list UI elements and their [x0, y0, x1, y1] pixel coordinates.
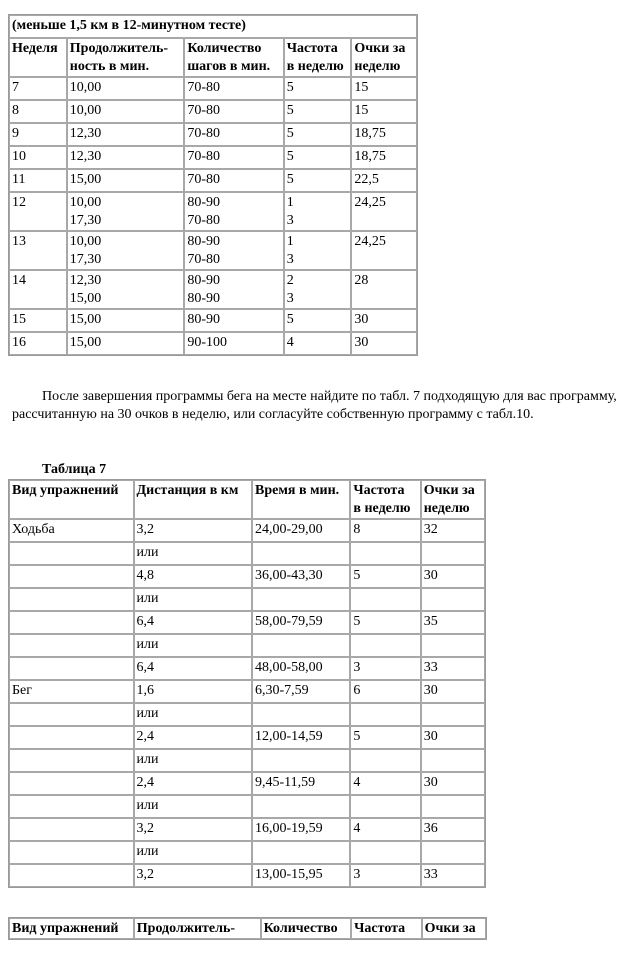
- table-row: [9, 657, 485, 680]
- table-cell: 6: [350, 680, 420, 703]
- table-cell: 4: [350, 772, 420, 795]
- table-cell: 80-90 70-80: [184, 192, 283, 231]
- table-cell: 30: [421, 565, 485, 588]
- table-cell: 3,2: [134, 519, 252, 542]
- table-cell: 90-100: [184, 332, 283, 355]
- table-caption: (меньше 1,5 км в 12-минутном тесте): [9, 15, 417, 38]
- table-cell: 10,00: [67, 77, 185, 100]
- table-cell: 2,4: [134, 726, 252, 749]
- table-cell: 2 3: [284, 270, 352, 309]
- table-row: [9, 795, 485, 818]
- table-cell: 15,00: [67, 169, 185, 192]
- column-header-frequency: Частота в неделю: [350, 480, 420, 519]
- table-cell: 22,5: [351, 169, 417, 192]
- table-row: [9, 169, 417, 192]
- table-row: [9, 542, 485, 565]
- table-cell: 18,75: [351, 146, 417, 169]
- exercise-options-table: [8, 479, 486, 888]
- table-cell: 10,00 17,30: [67, 192, 185, 231]
- table-row: [9, 588, 485, 611]
- table-cell: 5: [284, 309, 352, 332]
- table-header-row: [9, 38, 417, 77]
- table-cell: 5: [284, 169, 352, 192]
- table-cell: 30: [351, 332, 417, 355]
- table-row: [9, 703, 485, 726]
- table-cell: 5: [350, 611, 420, 634]
- table-7-title: Таблица 7: [42, 462, 107, 477]
- table-cell: 10: [9, 146, 67, 169]
- column-header-steps: Количество шагов в мин.: [184, 38, 283, 77]
- table-cell: 9,45-11,59: [252, 772, 350, 795]
- table-row: [9, 634, 485, 657]
- table-cell: 70-80: [184, 146, 283, 169]
- table-row: [9, 192, 417, 231]
- table-cell: 70-80: [184, 123, 283, 146]
- table-cell: [9, 772, 134, 795]
- table-cell: 30: [421, 726, 485, 749]
- table-cell: 36: [421, 818, 485, 841]
- table-cell: 14: [9, 270, 67, 309]
- table-cell: 15: [351, 100, 417, 123]
- table-cell: 30: [351, 309, 417, 332]
- table-cell: 32: [421, 519, 485, 542]
- table-cell: 24,25: [351, 192, 417, 231]
- table-cell: 80-90: [184, 309, 283, 332]
- table-cell: 80-90 80-90: [184, 270, 283, 309]
- table-cell: 9: [9, 123, 67, 146]
- table-cell: [252, 841, 350, 864]
- table-cell: 12: [9, 192, 67, 231]
- table-cell: или: [134, 795, 252, 818]
- table-header-row: [9, 480, 485, 519]
- table-cell: 70-80: [184, 100, 283, 123]
- table-cell: 15: [351, 77, 417, 100]
- table-row: [9, 680, 485, 703]
- table-cell: 4,8: [134, 565, 252, 588]
- table-cell: [350, 703, 420, 726]
- table-cell: 15,00: [67, 332, 185, 355]
- table-cell: 8: [350, 519, 420, 542]
- table-cell: 18,75: [351, 123, 417, 146]
- table-cell: Бег: [9, 680, 134, 703]
- table-cell: 12,00-14,59: [252, 726, 350, 749]
- table-cell: 12,30: [67, 146, 185, 169]
- column-header-duration: Продолжитель-: [134, 918, 261, 939]
- table-cell: 5: [350, 726, 420, 749]
- table-cell: 13,00-15,95: [252, 864, 350, 887]
- column-header-frequency: Частота в неделю: [284, 38, 352, 77]
- table-cell: 5: [284, 123, 352, 146]
- table-cell: 13: [9, 231, 67, 270]
- table-header-row: [9, 918, 486, 939]
- table-cell: 16: [9, 332, 67, 355]
- table-cell: 35: [421, 611, 485, 634]
- column-header-points: Очки за неделю: [351, 38, 417, 77]
- table-cell: 24,25: [351, 231, 417, 270]
- table-cell: [9, 795, 134, 818]
- table-cell: [421, 795, 485, 818]
- table-row: [9, 519, 485, 542]
- table-cell: 16,00-19,59: [252, 818, 350, 841]
- column-header-week: Неделя: [9, 38, 67, 77]
- table-row: [9, 270, 417, 309]
- table-cell: [421, 841, 485, 864]
- table-cell: [9, 864, 134, 887]
- table-cell: 48,00-58,00: [252, 657, 350, 680]
- table-cell: [350, 634, 420, 657]
- table-cell: [252, 634, 350, 657]
- table-cell: [350, 749, 420, 772]
- table-row: [9, 123, 417, 146]
- table-cell: 12,30: [67, 123, 185, 146]
- table-cell: 70-80: [184, 169, 283, 192]
- table-cell: 4: [350, 818, 420, 841]
- table-cell: 80-90 70-80: [184, 231, 283, 270]
- table-cell: или: [134, 588, 252, 611]
- table-cell: 6,4: [134, 657, 252, 680]
- table-cell: [9, 634, 134, 657]
- table-cell: 3,2: [134, 864, 252, 887]
- table-row: [9, 726, 485, 749]
- table-cell: или: [134, 634, 252, 657]
- table-body: [9, 77, 417, 355]
- instruction-paragraph: После завершения программы бега на месте найдите по табл. 7 подходящую для вас программу, рассчитанную на 30 очков в неделю, или согласуйте собственную программу с табл.10.: [12, 389, 617, 422]
- table-row: [9, 818, 485, 841]
- table-row: [9, 841, 485, 864]
- table-cell: 3,2: [134, 818, 252, 841]
- table-cell: 2,4: [134, 772, 252, 795]
- table-cell: 6,30-7,59: [252, 680, 350, 703]
- table-cell: [350, 841, 420, 864]
- table-cell: [350, 542, 420, 565]
- column-header-duration: Продолжитель- ность в мин.: [67, 38, 185, 77]
- table-row: [9, 749, 485, 772]
- table-cell: 5: [284, 100, 352, 123]
- table-cell: [9, 818, 134, 841]
- table-row: [9, 772, 485, 795]
- table-row: [9, 309, 417, 332]
- table-row: [9, 231, 417, 270]
- table-cell: 10,00: [67, 100, 185, 123]
- weekly-program-table: [8, 14, 418, 356]
- table-cell: 3: [350, 657, 420, 680]
- table-cell: 1 3: [284, 231, 352, 270]
- table-cell: [421, 634, 485, 657]
- table-row: [9, 100, 417, 123]
- table-cell: [9, 841, 134, 864]
- table-cell: [421, 542, 485, 565]
- column-header-points: Очки за: [422, 918, 486, 939]
- table-row: [9, 611, 485, 634]
- table-cell: 1 3: [284, 192, 352, 231]
- table-row: [9, 332, 417, 355]
- table-row: [9, 864, 485, 887]
- table-cell: или: [134, 749, 252, 772]
- table-body: [9, 519, 485, 887]
- table-cell: [421, 703, 485, 726]
- table-cell: [9, 588, 134, 611]
- table-cell: 15,00: [67, 309, 185, 332]
- table-cell: [252, 795, 350, 818]
- table-cell: [9, 726, 134, 749]
- table-cell: 36,00-43,30: [252, 565, 350, 588]
- table-caption-row: [9, 15, 417, 38]
- table-cell: 30: [421, 772, 485, 795]
- table-cell: 6,4: [134, 611, 252, 634]
- table-cell: 8: [9, 100, 67, 123]
- table-cell: [252, 588, 350, 611]
- table-cell: 70-80: [184, 77, 283, 100]
- table-cell: [350, 795, 420, 818]
- column-header-time: Время в мин.: [252, 480, 350, 519]
- column-header-frequency: Частота: [351, 918, 421, 939]
- table-cell: [9, 565, 134, 588]
- table-cell: [252, 542, 350, 565]
- column-header-exercise: Вид упражнений: [9, 480, 134, 519]
- table-cell: [9, 703, 134, 726]
- table-cell: [421, 749, 485, 772]
- column-header-quantity: Количество: [261, 918, 352, 939]
- table-cell: [421, 588, 485, 611]
- table-cell: [9, 749, 134, 772]
- table-cell: 33: [421, 657, 485, 680]
- table-cell: 33: [421, 864, 485, 887]
- table-cell: 58,00-79,59: [252, 611, 350, 634]
- table-cell: [9, 542, 134, 565]
- table-cell: [9, 657, 134, 680]
- table-cell: 28: [351, 270, 417, 309]
- table-cell: 4: [284, 332, 352, 355]
- table-cell: Ходьба: [9, 519, 134, 542]
- table-cell: 7: [9, 77, 67, 100]
- table-cell: 5: [350, 565, 420, 588]
- table-cell: 11: [9, 169, 67, 192]
- table-cell: 5: [284, 146, 352, 169]
- column-header-points: Очки за неделю: [421, 480, 485, 519]
- table-cell: [9, 611, 134, 634]
- table-row: [9, 146, 417, 169]
- table-cell: 15: [9, 309, 67, 332]
- next-table: [8, 917, 487, 940]
- table-cell: или: [134, 542, 252, 565]
- table-row: [9, 77, 417, 100]
- table-cell: [252, 703, 350, 726]
- table-cell: или: [134, 841, 252, 864]
- table-cell: 10,00 17,30: [67, 231, 185, 270]
- table-cell: или: [134, 703, 252, 726]
- column-header-distance: Дистанция в км: [134, 480, 252, 519]
- table-cell: [252, 749, 350, 772]
- table-row: [9, 565, 485, 588]
- table-cell: 12,30 15,00: [67, 270, 185, 309]
- table-cell: 5: [284, 77, 352, 100]
- table-cell: 3: [350, 864, 420, 887]
- table-cell: 30: [421, 680, 485, 703]
- table-cell: [350, 588, 420, 611]
- column-header-exercise: Вид упражнений: [9, 918, 134, 939]
- table-cell: 24,00-29,00: [252, 519, 350, 542]
- table-cell: 1,6: [134, 680, 252, 703]
